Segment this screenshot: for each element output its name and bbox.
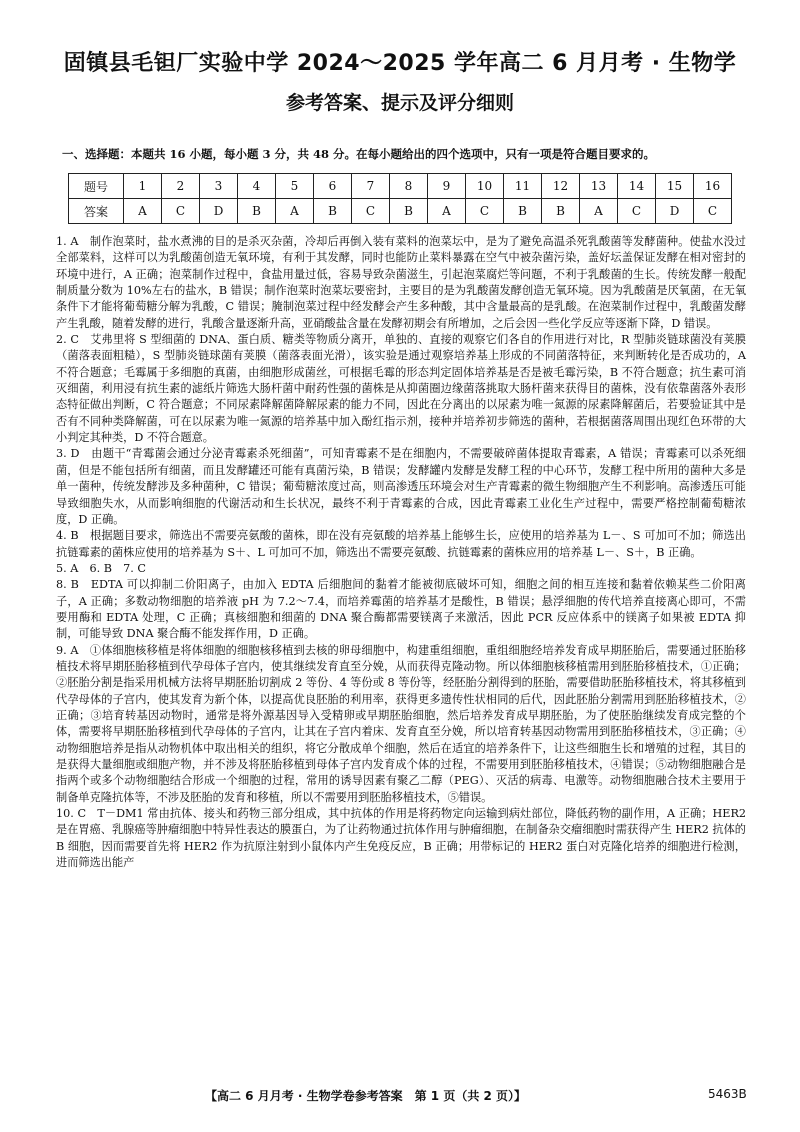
answer-cell: D [200,199,238,224]
answer-cell: B [504,199,542,224]
answer-table-number-row [69,174,732,199]
question-number: 2 [162,174,200,199]
answer-cell: C [352,199,390,224]
answer-cell: C [162,199,200,224]
question-number: 9 [428,174,466,199]
question-number: 8 [390,174,428,199]
section-heading: 一、选择题：本题共 16 小题，每小题 3 分，共 48 分。在每小题给出的四个选项中，只有一项是符合题目要求的。 [62,147,656,161]
explanation-paragraph: 5. A 6. B 7. C [56,561,146,575]
answer-cell: C [694,199,732,224]
question-number: 12 [542,174,580,199]
question-number: 15 [656,174,694,199]
answer-cell: B [390,199,428,224]
question-number: 11 [504,174,542,199]
explanation-paragraph: 10. C T－DM1 常由抗体、接头和药物三部分组成，其中抗体的作用是将药物定向运输到病灶部位，降低药物的副作用，A 正确；HER2 是在胃癌、乳腺癌等肿瘤细胞中特异性表达的膜蛋白，为了让药物通过抗体作用与肿瘤细胞，在制备杂交瘤细胞时需获得产生 HER2 抗体的 B 细胞，因而需要首先将 HER2 作为抗原注射到小鼠体内产生免疫反应，B 正确；用带标记的 HER2 蛋白对克隆化培养的细胞进行检测，进而筛选出能产 [56,807,746,870]
question-number: 14 [618,174,656,199]
page-footer: 【高二 6 月月考 · 生物学卷参考答案 第 1 页（共 2 页）】 [205,1089,527,1103]
question-number: 13 [580,174,618,199]
question-number: 4 [238,174,276,199]
row-label-number: 题号 [69,174,124,199]
explanation-paragraph: 1. A 制作泡菜时，盐水煮沸的目的是杀灭杂菌，冷却后再倒入装有菜料的泡菜坛中，是为了避免高温杀死乳酸菌等发酵菌种。使盐水没过全部菜料，这样可以为乳酸菌创造无氧环境，有利于其发酵，同时也能防止菜料暴露在空气中被杂菌污染，盖好坛盖保证发酵在相对密封的环境中进行，A 正确；泡菜制作过程中，食盐用量过低，容易导致杂菌滋生，引起泡菜腐烂等问题，不利于乳酸菌的生长。传统发酵一般配制质量分数为 10%左右的盐水，B 错误；制作泡菜时泡菜坛要密封，主要目的是为乳酸菌发酵创造无氧环境。因为乳酸菌是厌氧菌，在无氧条件下才能将葡萄糖分解为乳酸，C 错误；腌制泡菜过程中经发酵会产生多种酸，其中含量最高的是乳酸。在泡菜制作过程中，乳酸菌发酵产生乳酸，随着发酵的进行，乳酸含量逐渐升高，亚硝酸盐含量在发酵初期会有所增加，之后会因一些化学反应等逐渐下降，D 错误。 [56,235,747,330]
explanation-paragraph: 4. B 根据题目要求，筛选出不需要亮氨酸的菌株，即在没有亮氨酸的培养基上能够生长，应使用的培养基为 L－、S 可加可不加；筛选出抗链霉素的菌株应使用的培养基为 S＋、L 可加可不加，筛选出不需要亮氨酸、抗链霉素的菌株应用的培养基 L－、S＋，B 正确。 [56,529,746,559]
answer-table [68,173,732,224]
answer-cell: D [656,199,694,224]
explanation-paragraph: 3. D 由题干“青霉菌会通过分泌青霉素杀死细菌”，可知青霉素不是在细胞内，不需要破碎菌体提取青霉素，A 错误；青霉素可以杀死细菌，但是不能包括所有细菌，而且发酵罐还可能有真菌污染，B 错误；发酵罐内发酵是发酵工程的中心环节，发酵工程中所用的菌种大多是单一菌种，传统发酵涉及多种菌种，C 错误；葡萄糖浓度过高，则高渗透压环境会对生产青霉素的微生物细胞产生不利影响。高渗透压可能导致细胞失水，从而影响细胞的代谢活动和生长状况，最终不利于青霉素的合成，因此青霉素工业化生产过程中，需要严格控制葡萄糖浓度，D 正确。 [56,447,746,526]
page-subtitle: 参考答案、提示及评分细则 [285,92,514,114]
row-label-answer: 答案 [69,199,124,224]
answer-table-answer-row [69,199,732,224]
question-number: 3 [200,174,238,199]
answer-cell: C [466,199,504,224]
answer-cell: C [618,199,656,224]
page-title: 固镇县毛钽厂实验中学 2024～2025 学年高二 6 月月考 · 生物学 [63,51,737,76]
explanation-paragraph: 2. C 艾弗里将 S 型细菌的 DNA、蛋白质、糖类等物质分离开，单独的、直接的观察它们各自的作用进行对比，R 型肺炎链球菌没有荚膜（菌落表面粗糙），S 型肺炎链球菌有荚膜（菌落表面光滑），该实验是通过观察培养基上形成的不同菌落特征，来判断转化是否成功的，A 不符合题意；毛霉属于多细胞的真菌，由细胞形成菌丝，可根据毛霉的形态判定固体培养基是否是被毛霉污染，B 不符合题意；抗生素可消灭细菌，利用浸有抗生素的滤纸片筛选大肠杆菌中耐药性强的菌株是从抑菌圈边缘菌落挑取大肠杆菌来获得目的菌株，没有依靠菌落外表形态特征做出判断，C 符合题意；不同尿素降解菌降解尿素的能力不同，因此在分离出的以尿素为唯一氮源的尿素降解菌后，若要验证其中是否有不同种类降解菌，可在以尿素为唯一氮源的培养基中加入酚红指示剂，接种并培养初步筛选的菌种，若根据菌落周围出现红色环带的大小判定其种类，D 不符合题意。 [56,333,746,445]
explanations [56,234,746,871]
answer-cell: B [238,199,276,224]
question-number: 5 [276,174,314,199]
question-number: 10 [466,174,504,199]
answer-cell: B [542,199,580,224]
answer-cell: B [314,199,352,224]
explanation-paragraph: 9. A ①体细胞核移植是将体细胞的细胞核移植到去核的卵母细胞中，构建重组细胞，重组细胞经培养发育成早期胚胎后，需要通过胚胎移植技术将早期胚胎移植到代孕母体子宫内，使其继续发育直至分娩，从而获得克隆动物。所以体细胞核移植需用到胚胎移植技术，①正确；②胚胎分割是指采用机械方法将早期胚胎切割成 2 等份、4 等份或 8 等份等，经胚胎分割得到的胚胎，需要借助胚胎移植技术，将其移植到代孕母体的子宫内，使其发育为新个体，以提高优良胚胎的利用率，获得更多遗传性状相同的后代，因此胚胎分割需用到胚胎移植技术，②正确；③培育转基因动物时，通常是将外源基因导入受精卵或早期胚胎细胞，然后培养发育成早期胚胎，为了使胚胎继续发育成完整的个体，需要将早期胚胎移植到代孕母体的子宫内，让其在子宫内着床、发育直至分娩，所以培育转基因动物需用到胚胎移植技术，③正确；④动物细胞培养是指从动物机体中取出相关的组织，将它分散成单个细胞，然后在适宜的培养条件下，让这些细胞生长和增殖的过程，其目的是获得大量细胞或细胞产物，并不涉及将胚胎移植到母体子宫内发育成个体的过程，不需要用到胚胎移植技术，④错误；⑤动物细胞融合是指两个或多个动物细胞结合形成一个细胞的过程，常用的诱导因素有聚乙二醇（PEG）、灭活的病毒、电激等。动物细胞融合技术主要用于制备单克隆抗体等，不涉及胚胎的发育和移植，所以不需要用到胚胎移植技术，⑤错误。 [56,643,746,804]
question-number: 16 [694,174,732,199]
answer-cell: A [428,199,466,224]
question-number: 7 [352,174,390,199]
question-number: 6 [314,174,352,199]
answer-cell: A [124,199,162,224]
paper-code: 5463B [708,1087,747,1101]
answer-cell: A [580,199,618,224]
explanation-paragraph: 8. B EDTA 可以抑制二价阳离子，由加入 EDTA 后细胞间的黏着才能被彻底破坏可知，细胞之间的相互连接和黏着依赖某些二价阳离子，A 正确；多数动物细胞的培养液 pH 为 7.2～7.4，而培养霉菌的培养基才是酸性，B 错误；悬浮细胞的传代培养直接离心即可，不需要用酶和 EDTA 处理，C 正确；真核细胞和细菌的 DNA 聚合酶都需要镁离子来激活，因此 PCR 反应体系中的镁离子如果被 EDTA 抑制，可能导致 DNA 聚合酶不能发挥作用，D 正确。 [56,578,746,641]
question-number: 1 [124,174,162,199]
answer-cell: A [276,199,314,224]
